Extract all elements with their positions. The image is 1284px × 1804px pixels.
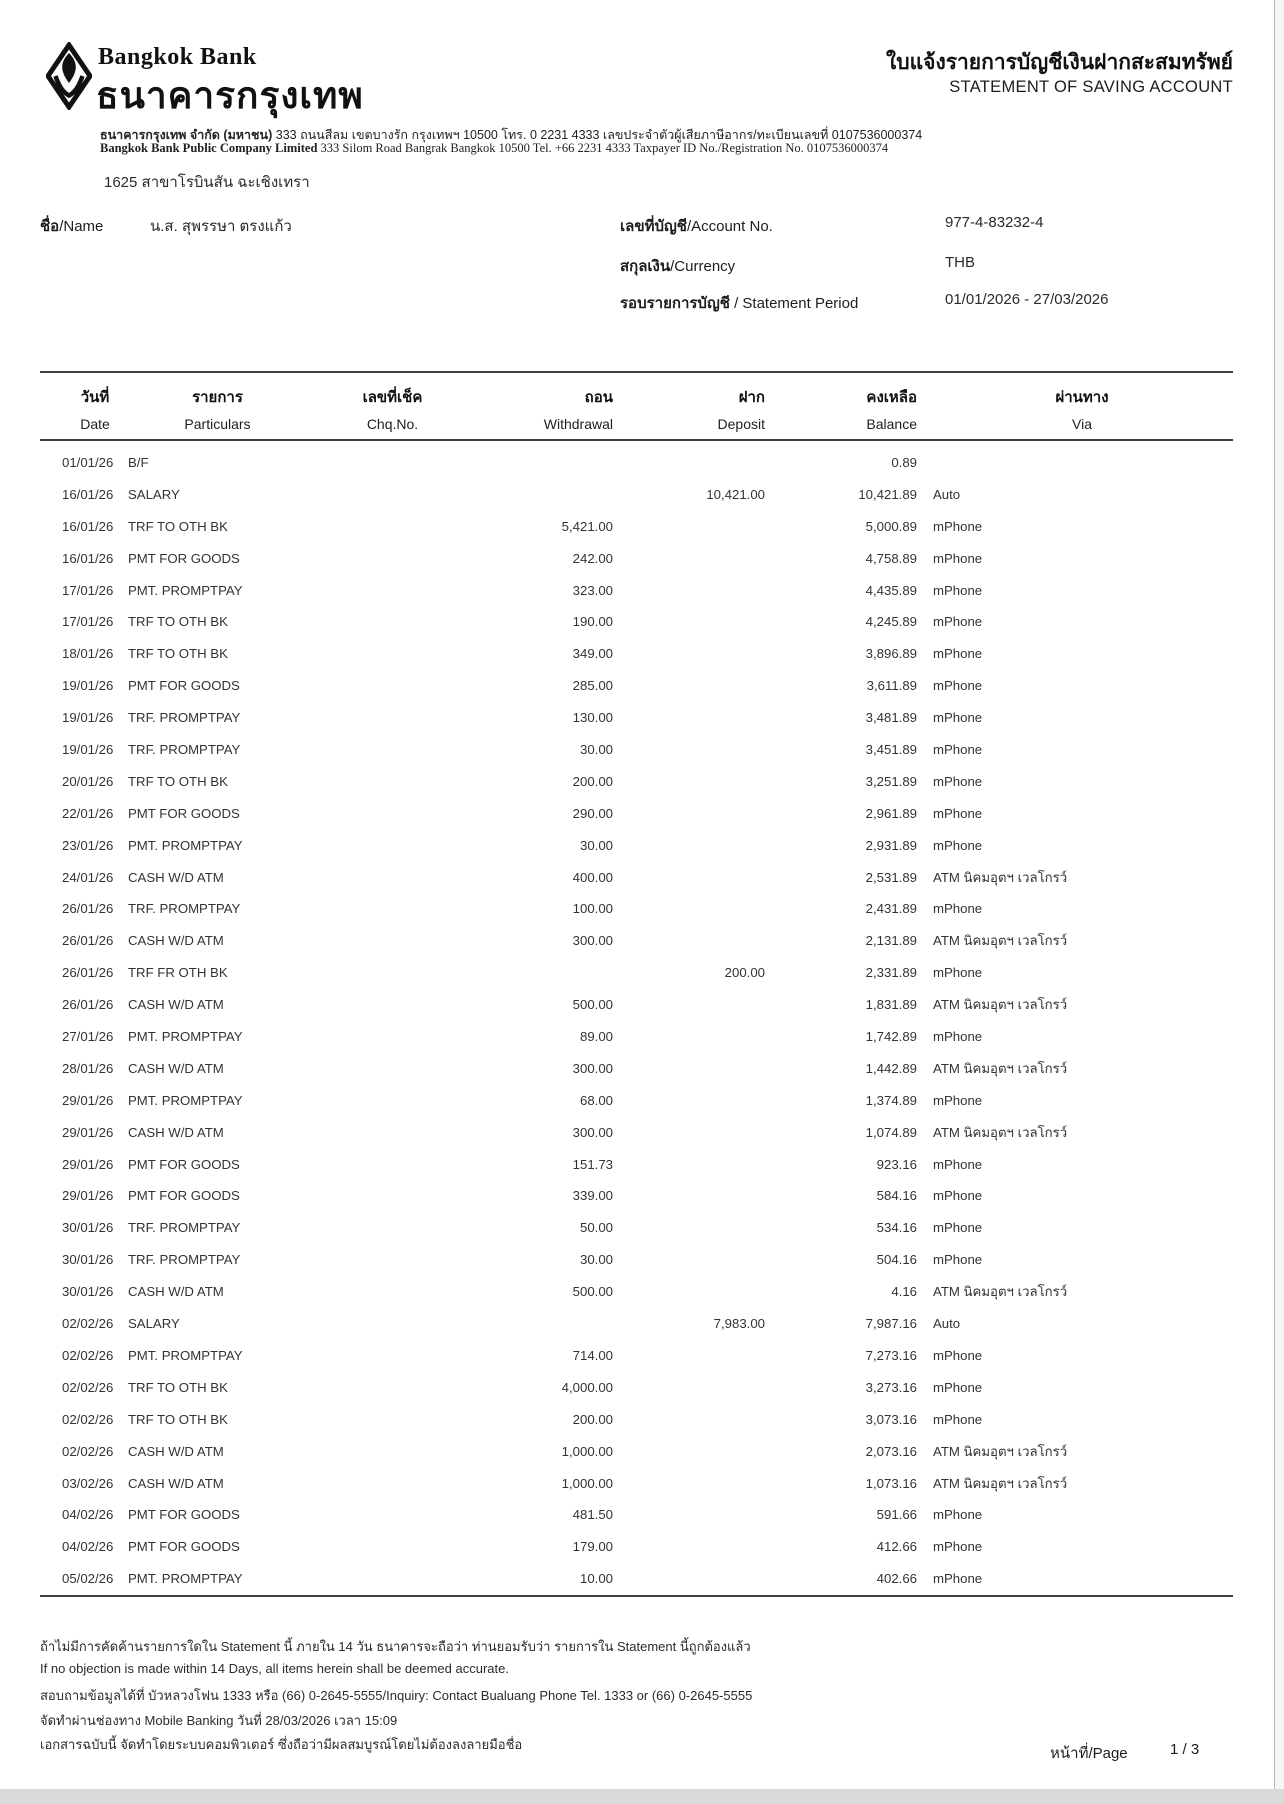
- cell-via: ATM นิคมอุตฯ เวลโกรว์: [933, 1475, 1068, 1491]
- cell-via: mPhone: [933, 837, 983, 853]
- cell-particulars: PMT. PROMPTPAY: [128, 1092, 243, 1108]
- table-row: [40, 1436, 1233, 1468]
- account-no-label-th: เลขที่บัญชี: [620, 218, 687, 235]
- cell-date: 16/01/26: [62, 486, 114, 502]
- header-balance-th: คงเหลือ: [866, 389, 917, 406]
- cell-withdrawal: 339.00: [572, 1188, 613, 1204]
- table-row: [40, 862, 1233, 894]
- cell-via: mPhone: [933, 550, 983, 566]
- cell-balance: 1,742.89: [865, 1029, 917, 1045]
- table-row: [40, 1404, 1233, 1436]
- cell-withdrawal: 68.00: [579, 1092, 613, 1108]
- cell-withdrawal: 190.00: [572, 614, 613, 630]
- account-no-label-en: /Account No.: [686, 218, 773, 235]
- cell-via: mPhone: [933, 1252, 983, 1268]
- cell-date: 19/01/26: [62, 742, 114, 758]
- table-row: [40, 989, 1233, 1021]
- cell-via: ATM นิคมอุตฯ เวลโกรว์: [933, 1124, 1068, 1140]
- table-row: [40, 1276, 1233, 1308]
- footer-note-en: If no objection is made within 14 Days, all items herein shall be deemed accurate.: [40, 1661, 509, 1676]
- bank-address-en: [100, 141, 888, 156]
- cell-particulars: CASH W/D ATM: [128, 1475, 224, 1491]
- account-no-value: 977-4-83232-4: [945, 214, 1044, 231]
- cell-balance: 3,073.16: [865, 1411, 917, 1427]
- cell-particulars: TRF TO OTH BK: [128, 773, 228, 789]
- cell-via: Auto: [933, 1316, 961, 1332]
- cell-date: 27/01/26: [62, 1029, 114, 1045]
- cell-deposit: 200.00: [724, 965, 765, 981]
- cell-withdrawal: 242.00: [572, 550, 613, 566]
- cell-withdrawal: 500.00: [572, 1284, 613, 1300]
- cell-via: mPhone: [933, 1220, 983, 1236]
- cell-deposit: 10,421.00: [706, 486, 765, 502]
- document-title-en: STATEMENT OF SAVING ACCOUNT: [949, 78, 1233, 96]
- table-row: [40, 1308, 1233, 1340]
- cell-balance: 412.66: [876, 1539, 917, 1555]
- cell-balance: 2,073.16: [865, 1443, 917, 1459]
- cell-via: ATM นิคมอุตฯ เวลโกรว์: [933, 869, 1068, 885]
- header-date-th: วันที่: [80, 389, 110, 406]
- cell-date: 26/01/26: [62, 901, 114, 917]
- cell-balance: 7,273.16: [865, 1347, 917, 1363]
- currency-label-en: /Currency: [670, 258, 736, 275]
- cell-date: 29/01/26: [62, 1092, 114, 1108]
- cell-date: 02/02/26: [62, 1316, 114, 1332]
- cell-balance: 4.16: [891, 1284, 917, 1300]
- cell-via: mPhone: [933, 1188, 983, 1204]
- cell-particulars: CASH W/D ATM: [128, 869, 224, 885]
- cell-date: 30/01/26: [62, 1252, 114, 1268]
- footer-generated-via: จัดทำผ่านช่องทาง Mobile Banking วันที่ 28/03/2026 เวลา 15:09: [40, 1713, 398, 1728]
- cell-withdrawal: 1,000.00: [561, 1475, 613, 1491]
- table-row: [40, 766, 1233, 798]
- cell-withdrawal: 285.00: [572, 678, 613, 694]
- header-chqno-en: Chq.No.: [366, 416, 419, 432]
- cell-via: mPhone: [933, 1156, 983, 1172]
- cell-particulars: CASH W/D ATM: [128, 1124, 224, 1140]
- cell-withdrawal: 5,421.00: [561, 518, 613, 534]
- table-row: [40, 1021, 1233, 1053]
- cell-particulars: SALARY: [128, 1316, 180, 1332]
- horizontal-scrollbar-track[interactable]: [0, 1789, 1284, 1804]
- cell-via: ATM นิคมอุตฯ เวลโกรว์: [933, 997, 1068, 1013]
- cell-particulars: TRF. PROMPTPAY: [128, 1220, 241, 1236]
- cell-deposit: 7,983.00: [713, 1316, 765, 1332]
- cell-withdrawal: 290.00: [572, 805, 613, 821]
- cell-via: mPhone: [933, 1411, 983, 1427]
- statement-period-label: [620, 291, 858, 315]
- table-row: [40, 957, 1233, 989]
- cell-via: mPhone: [933, 614, 983, 630]
- cell-particulars: PMT. PROMPTPAY: [128, 1571, 243, 1587]
- cell-particulars: TRF TO OTH BK: [128, 518, 228, 534]
- cell-withdrawal: 323.00: [572, 582, 613, 598]
- cell-date: 17/01/26: [62, 614, 114, 630]
- cell-withdrawal: 10.00: [579, 1571, 613, 1587]
- cell-via: mPhone: [933, 773, 983, 789]
- cell-withdrawal: 300.00: [572, 933, 613, 949]
- cell-via: mPhone: [933, 965, 983, 981]
- cell-particulars: PMT FOR GOODS: [128, 678, 240, 694]
- currency-label: [620, 254, 735, 278]
- bank-address-th-lead: ธนาคารกรุงเทพ จำกัด (มหาชน): [100, 128, 273, 142]
- table-body: [40, 441, 1233, 1597]
- header-deposit-en: Deposit: [717, 416, 765, 432]
- cell-via: mPhone: [933, 1507, 983, 1523]
- bank-name-en: Bangkok Bank: [98, 44, 257, 70]
- bank-address-th-rest: 333 ถนนสีลม เขตบางรัก กรุงเทพฯ 10500 โทร. 0 2231 4333 เลขประจำตัวผู้เสียภาษีอากร/ทะเบียนเลขที่ 0107536000374: [272, 128, 923, 142]
- table-row: [40, 1531, 1233, 1563]
- table-row: [40, 1468, 1233, 1500]
- cell-balance: 591.66: [876, 1507, 917, 1523]
- table-row: [40, 893, 1233, 925]
- table-row: [40, 1212, 1233, 1244]
- cell-withdrawal: 200.00: [572, 1411, 613, 1427]
- table-row: [40, 925, 1233, 957]
- header-particulars-en: Particulars: [184, 416, 251, 432]
- header-chqno-th: เลขที่เช็ค: [362, 389, 423, 406]
- page-number-label: หน้าที่/Page: [1050, 1745, 1128, 1762]
- table-row: [40, 447, 1233, 479]
- cell-particulars: CASH W/D ATM: [128, 997, 224, 1013]
- table-row: [40, 575, 1233, 607]
- table-row: [40, 1499, 1233, 1531]
- cell-via: mPhone: [933, 710, 983, 726]
- cell-date: 23/01/26: [62, 837, 114, 853]
- bank-address-en-lead: Bangkok Bank Public Company Limited: [100, 141, 318, 155]
- cell-balance: 3,481.89: [865, 710, 917, 726]
- cell-withdrawal: 481.50: [572, 1507, 613, 1523]
- cell-via: mPhone: [933, 1571, 983, 1587]
- cell-date: 16/01/26: [62, 550, 114, 566]
- cell-particulars: TRF TO OTH BK: [128, 646, 228, 662]
- cell-via: mPhone: [933, 646, 983, 662]
- document-title-th: ใบแจ้งรายการบัญชีเงินฝากสะสมทรัพย์: [886, 51, 1233, 74]
- table-row: [40, 1180, 1233, 1212]
- cell-balance: 3,611.89: [866, 678, 917, 694]
- name-value: น.ส. สุพรรษา ตรงแก้ว: [150, 218, 292, 235]
- cell-particulars: TRF TO OTH BK: [128, 614, 228, 630]
- cell-particulars: PMT. PROMPTPAY: [128, 1347, 243, 1363]
- cell-via: Auto: [933, 486, 961, 502]
- cell-particulars: PMT. PROMPTPAY: [128, 582, 243, 598]
- table-row: [40, 798, 1233, 830]
- cell-balance: 2,331.89: [865, 965, 917, 981]
- cell-date: 18/01/26: [62, 646, 114, 662]
- cell-via: ATM นิคมอุตฯ เวลโกรว์: [933, 1443, 1068, 1459]
- cell-via: ATM นิคมอุตฯ เวลโกรว์: [933, 933, 1068, 949]
- cell-particulars: B/F: [128, 455, 149, 470]
- cell-date: 02/02/26: [62, 1347, 114, 1363]
- cell-particulars: PMT FOR GOODS: [128, 550, 240, 566]
- branch-name: 1625 สาขาโรบินสัน ฉะเชิงเทรา: [104, 174, 310, 191]
- cell-date: 17/01/26: [62, 582, 114, 598]
- cell-particulars: CASH W/D ATM: [128, 1060, 224, 1076]
- header-date-en: Date: [80, 416, 110, 432]
- cell-date: 26/01/26: [62, 997, 114, 1013]
- cell-withdrawal: 89.00: [579, 1029, 613, 1045]
- bank-address-en-rest: 333 Silom Road Bangrak Bangkok 10500 Tel. +66 2231 4333 Taxpayer ID No./Registration No. 0107536000374: [317, 141, 889, 155]
- cell-particulars: PMT FOR GOODS: [128, 805, 240, 821]
- cell-particulars: TRF TO OTH BK: [128, 1411, 228, 1427]
- cell-date: 29/01/26: [62, 1124, 114, 1140]
- cell-withdrawal: 300.00: [572, 1060, 613, 1076]
- cell-particulars: PMT FOR GOODS: [128, 1539, 240, 1555]
- cell-particulars: TRF. PROMPTPAY: [128, 901, 241, 917]
- cell-date: 16/01/26: [62, 518, 114, 534]
- table-row: [40, 1340, 1233, 1372]
- cell-date: 01/01/26: [62, 455, 114, 470]
- cell-date: 30/01/26: [62, 1220, 114, 1236]
- currency-label-th: สกุลเงิน: [620, 258, 671, 275]
- cell-via: mPhone: [933, 742, 983, 758]
- cell-date: 29/01/26: [62, 1156, 114, 1172]
- table-row: [40, 670, 1233, 702]
- cell-date: 19/01/26: [62, 678, 114, 694]
- cell-via: mPhone: [933, 805, 983, 821]
- cell-withdrawal: 300.00: [572, 1124, 613, 1140]
- cell-via: mPhone: [933, 1379, 983, 1395]
- cell-particulars: TRF TO OTH BK: [128, 1379, 228, 1395]
- header-via-th: ผ่านทาง: [1055, 389, 1109, 406]
- cell-balance: 4,435.89: [865, 582, 917, 598]
- cell-date: 22/01/26: [62, 805, 114, 821]
- footer-inquiry: สอบถามข้อมูลได้ที่ บัวหลวงโฟน 1333 หรือ (66) 0-2645-5555/Inquiry: Contact Bualuang Phone Tel. 1333 or (66) 0-2645-5555: [40, 1688, 753, 1703]
- cell-balance: 1,374.89: [865, 1092, 917, 1108]
- bangkok-bank-logo-icon: [46, 42, 92, 110]
- cell-balance: 1,831.89: [865, 997, 917, 1013]
- table-row: [40, 479, 1233, 511]
- cell-balance: 2,961.89: [865, 805, 917, 821]
- name-label-en: /Name: [59, 218, 104, 235]
- cell-via: ATM นิคมอุตฯ เวลโกรว์: [933, 1060, 1068, 1076]
- table-row: [40, 1117, 1233, 1149]
- cell-particulars: TRF. PROMPTPAY: [128, 1252, 241, 1268]
- cell-particulars: TRF. PROMPTPAY: [128, 742, 241, 758]
- footer-note-th: ถ้าไม่มีการคัดค้านรายการใดใน Statement นี้ ภายใน 14 วัน ธนาคารจะถือว่า ท่านยอมรับว่า รายการใน Statement นี้ถูกต้องแล้ว: [40, 1639, 751, 1654]
- header-deposit-th: ฝาก: [738, 389, 765, 406]
- table-row: [40, 1053, 1233, 1085]
- cell-via: ATM นิคมอุตฯ เวลโกรว์: [933, 1284, 1068, 1300]
- cell-date: 03/02/26: [62, 1475, 114, 1491]
- cell-via: mPhone: [933, 1539, 983, 1555]
- cell-via: mPhone: [933, 518, 983, 534]
- cell-balance: 3,451.89: [865, 742, 917, 758]
- statement-period-label-en: / Statement Period: [729, 295, 859, 312]
- bank-name-th: ธนาคารกรุงเทพ: [96, 75, 364, 116]
- table-row: [40, 702, 1233, 734]
- cell-balance: 0.89: [891, 455, 917, 470]
- cell-withdrawal: 130.00: [572, 710, 613, 726]
- table-row: [40, 511, 1233, 543]
- table-row: [40, 638, 1233, 670]
- cell-balance: 1,074.89: [865, 1124, 917, 1140]
- table-row: [40, 1085, 1233, 1117]
- cell-withdrawal: 50.00: [579, 1220, 613, 1236]
- table-row: [40, 543, 1233, 575]
- cell-particulars: CASH W/D ATM: [128, 1284, 224, 1300]
- cell-via: mPhone: [933, 1092, 983, 1108]
- cell-balance: 2,931.89: [865, 837, 917, 853]
- cell-balance: 4,758.89: [865, 550, 917, 566]
- cell-particulars: PMT FOR GOODS: [128, 1188, 240, 1204]
- cell-withdrawal: 4,000.00: [561, 1379, 613, 1395]
- name-label: [40, 214, 103, 238]
- cell-date: 24/01/26: [62, 869, 114, 885]
- table-row: [40, 1244, 1233, 1276]
- cell-date: 04/02/26: [62, 1507, 114, 1523]
- table-header: [40, 371, 1233, 441]
- cell-via: mPhone: [933, 1029, 983, 1045]
- cell-particulars: PMT FOR GOODS: [128, 1156, 240, 1172]
- name-label-th: ชื่อ: [40, 218, 60, 235]
- cell-via: mPhone: [933, 678, 983, 694]
- table-row: [40, 1563, 1233, 1595]
- cell-withdrawal: 30.00: [579, 837, 613, 853]
- cell-balance: 3,273.16: [865, 1379, 917, 1395]
- table-row: [40, 606, 1233, 638]
- cell-balance: 10,421.89: [858, 486, 917, 502]
- statement-period-value: 01/01/2026 - 27/03/2026: [945, 291, 1109, 308]
- table-row: [40, 1372, 1233, 1404]
- cell-balance: 3,896.89: [865, 646, 917, 662]
- cell-withdrawal: 500.00: [572, 997, 613, 1013]
- cell-particulars: PMT. PROMPTPAY: [128, 837, 243, 853]
- cell-withdrawal: 400.00: [572, 869, 613, 885]
- cell-date: 28/01/26: [62, 1060, 114, 1076]
- cell-balance: 7,987.16: [865, 1316, 917, 1332]
- cell-via: mPhone: [933, 901, 983, 917]
- cell-balance: 2,131.89: [865, 933, 917, 949]
- page-number-value: 1 / 3: [1170, 1741, 1200, 1758]
- header-balance-en: Balance: [866, 416, 917, 432]
- cell-particulars: PMT. PROMPTPAY: [128, 1029, 243, 1045]
- cell-date: 04/02/26: [62, 1539, 114, 1555]
- cell-date: 02/02/26: [62, 1379, 114, 1395]
- header-via-en: Via: [1072, 416, 1092, 432]
- cell-date: 05/02/26: [62, 1571, 114, 1587]
- cell-date: 26/01/26: [62, 933, 114, 949]
- table-row: [40, 734, 1233, 766]
- cell-balance: 504.16: [876, 1252, 917, 1268]
- cell-date: 20/01/26: [62, 773, 114, 789]
- table-row: [40, 1149, 1233, 1181]
- cell-balance: 402.66: [876, 1571, 917, 1587]
- cell-balance: 923.16: [876, 1156, 917, 1172]
- cell-date: 29/01/26: [62, 1188, 114, 1204]
- cell-particulars: TRF. PROMPTPAY: [128, 710, 241, 726]
- cell-via: mPhone: [933, 582, 983, 598]
- cell-withdrawal: 151.73: [572, 1156, 613, 1172]
- cell-balance: 2,431.89: [865, 901, 917, 917]
- cell-date: 30/01/26: [62, 1284, 114, 1300]
- cell-withdrawal: 30.00: [579, 742, 613, 758]
- cell-withdrawal: 100.00: [572, 901, 613, 917]
- cell-withdrawal: 349.00: [572, 646, 613, 662]
- cell-balance: 584.16: [876, 1188, 917, 1204]
- cell-balance: 1,442.89: [865, 1060, 917, 1076]
- cell-withdrawal: 200.00: [572, 773, 613, 789]
- cell-date: 26/01/26: [62, 965, 114, 981]
- table-row: [40, 830, 1233, 862]
- cell-via: mPhone: [933, 1347, 983, 1363]
- account-no-label: [620, 214, 773, 238]
- cell-date: 02/02/26: [62, 1411, 114, 1427]
- cell-particulars: SALARY: [128, 486, 180, 502]
- cell-date: 19/01/26: [62, 710, 114, 726]
- cell-particulars: TRF FR OTH BK: [128, 965, 228, 981]
- cell-particulars: CASH W/D ATM: [128, 1443, 224, 1459]
- cell-balance: 4,245.89: [865, 614, 917, 630]
- statement-period-label-th: รอบรายการบัญชี: [620, 295, 730, 312]
- cell-balance: 534.16: [876, 1220, 917, 1236]
- cell-balance: 3,251.89: [865, 773, 917, 789]
- cell-particulars: PMT FOR GOODS: [128, 1507, 240, 1523]
- cell-particulars: CASH W/D ATM: [128, 933, 224, 949]
- cell-withdrawal: 714.00: [572, 1347, 613, 1363]
- header-withdrawal-en: Withdrawal: [543, 416, 613, 432]
- footer-computer-generated: เอกสารฉบับนี้ จัดทำโดยระบบคอมพิวเตอร์ ซึ่งถือว่ามีผลสมบูรณ์โดยไม่ต้องลงลายมือชื่อ: [40, 1737, 523, 1752]
- cell-balance: 1,073.16: [865, 1475, 917, 1491]
- cell-withdrawal: 1,000.00: [561, 1443, 613, 1459]
- header-particulars-th: รายการ: [192, 389, 243, 406]
- cell-date: 02/02/26: [62, 1443, 114, 1459]
- cell-withdrawal: 179.00: [572, 1539, 613, 1555]
- cell-balance: 5,000.89: [865, 518, 917, 534]
- currency-value: THB: [945, 254, 975, 271]
- header-withdrawal-th: ถอน: [584, 389, 613, 406]
- transactions-table: [40, 371, 1233, 1597]
- vertical-scrollbar-track[interactable]: [1274, 0, 1284, 1804]
- cell-withdrawal: 30.00: [579, 1252, 613, 1268]
- cell-balance: 2,531.89: [865, 869, 917, 885]
